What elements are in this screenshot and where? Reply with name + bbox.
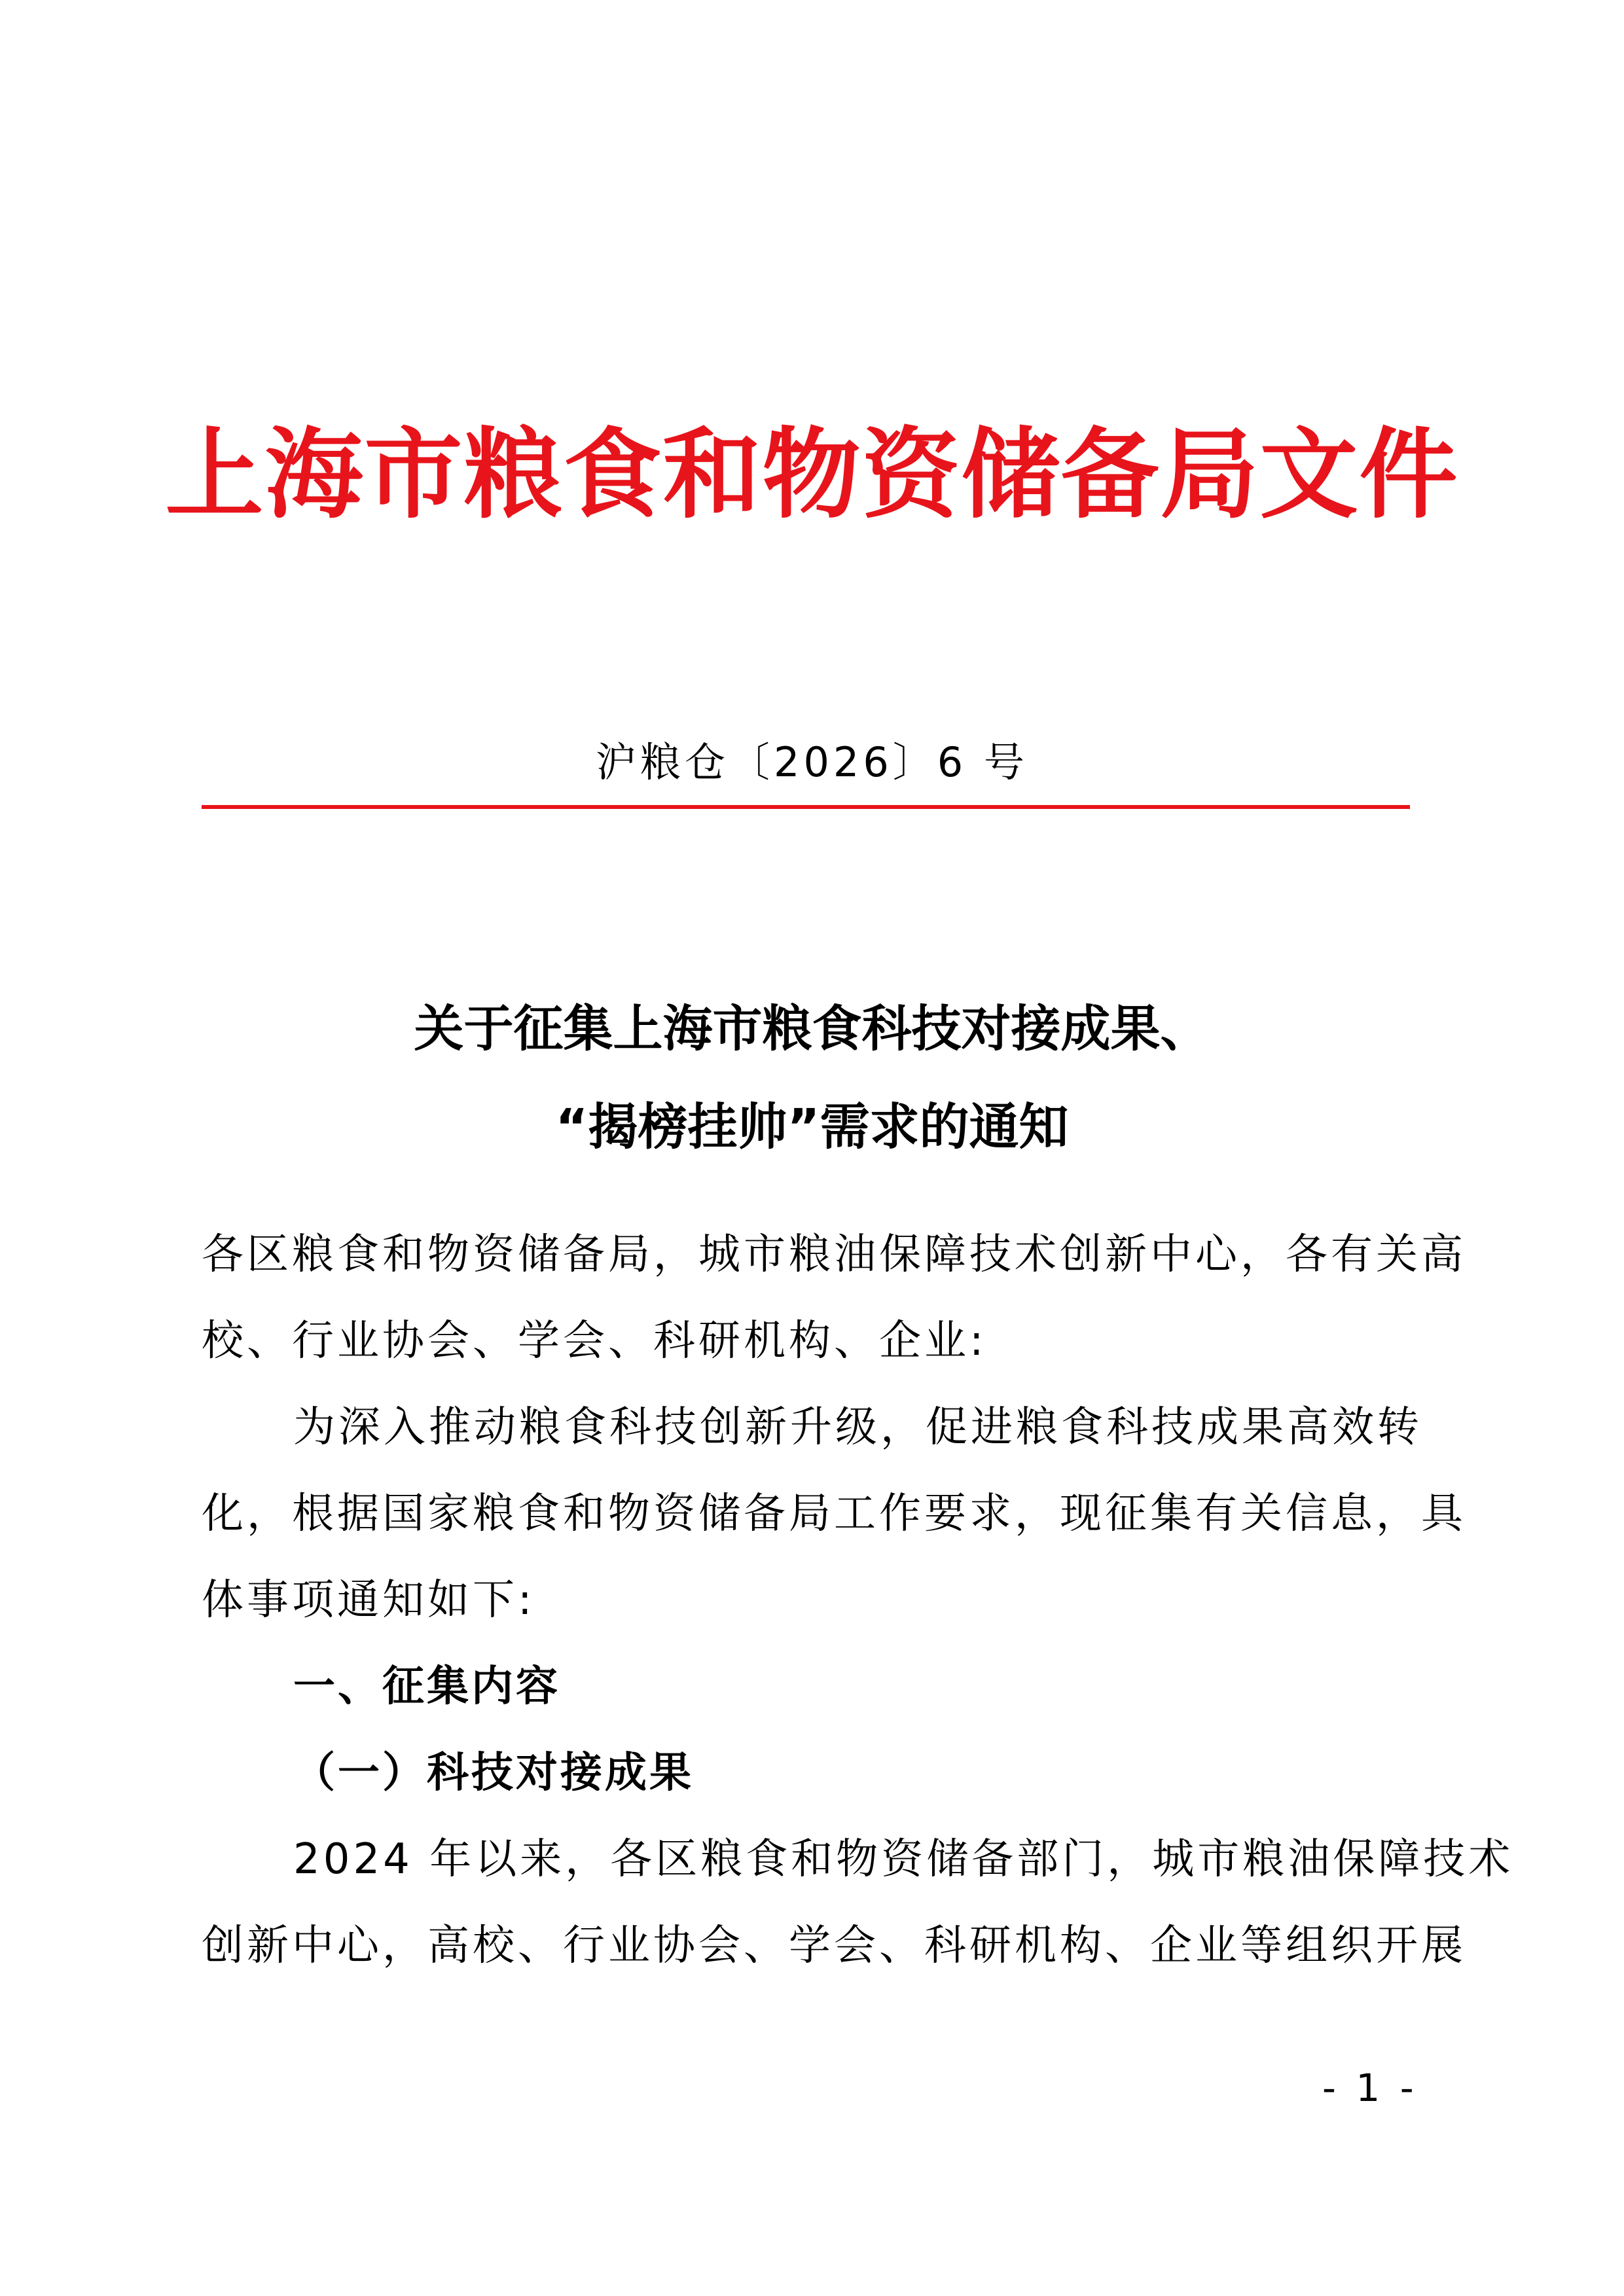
body-text-line: 化，根据国家粮食和物资储备局工作要求，现征集有关信息，具 <box>202 1490 1466 1538</box>
subsection-heading: （一）科技对接成果 <box>293 1748 694 1797</box>
body-text-line: 2024 年以来，各区粮食和物资储备部门，城市粮油保障技术 <box>293 1835 1514 1884</box>
section-heading: 一、征集内容 <box>293 1662 560 1711</box>
body-text-line: 创新中心，高校、行业协会、学会、科研机构、企业等组织开展 <box>202 1922 1466 1970</box>
body-text-line: 为深入推动粮食科技创新升级，促进粮食科技成果高效转 <box>293 1403 1422 1452</box>
notice-title-line-1: 关于征集上海市粮食科技对接成果、 <box>414 999 1210 1058</box>
body-text-line: 体事项通知如下: <box>202 1576 535 1624</box>
document-number: 沪粮仓〔2026〕6 号 <box>596 738 1028 786</box>
masthead-title: 上海市粮食和物资储备局文件 <box>165 417 1459 532</box>
notice-title-line-2: “揭榜挂帅”需求的通知 <box>555 1098 1069 1156</box>
red-divider-rule <box>202 805 1410 809</box>
page-number: - 1 - <box>1322 2066 1418 2110</box>
body-text-line: 校、行业协会、学会、科研机构、企业: <box>202 1317 987 1365</box>
body-text-line: 各区粮食和物资储备局，城市粮油保障技术创新中心，各有关高 <box>202 1230 1466 1279</box>
